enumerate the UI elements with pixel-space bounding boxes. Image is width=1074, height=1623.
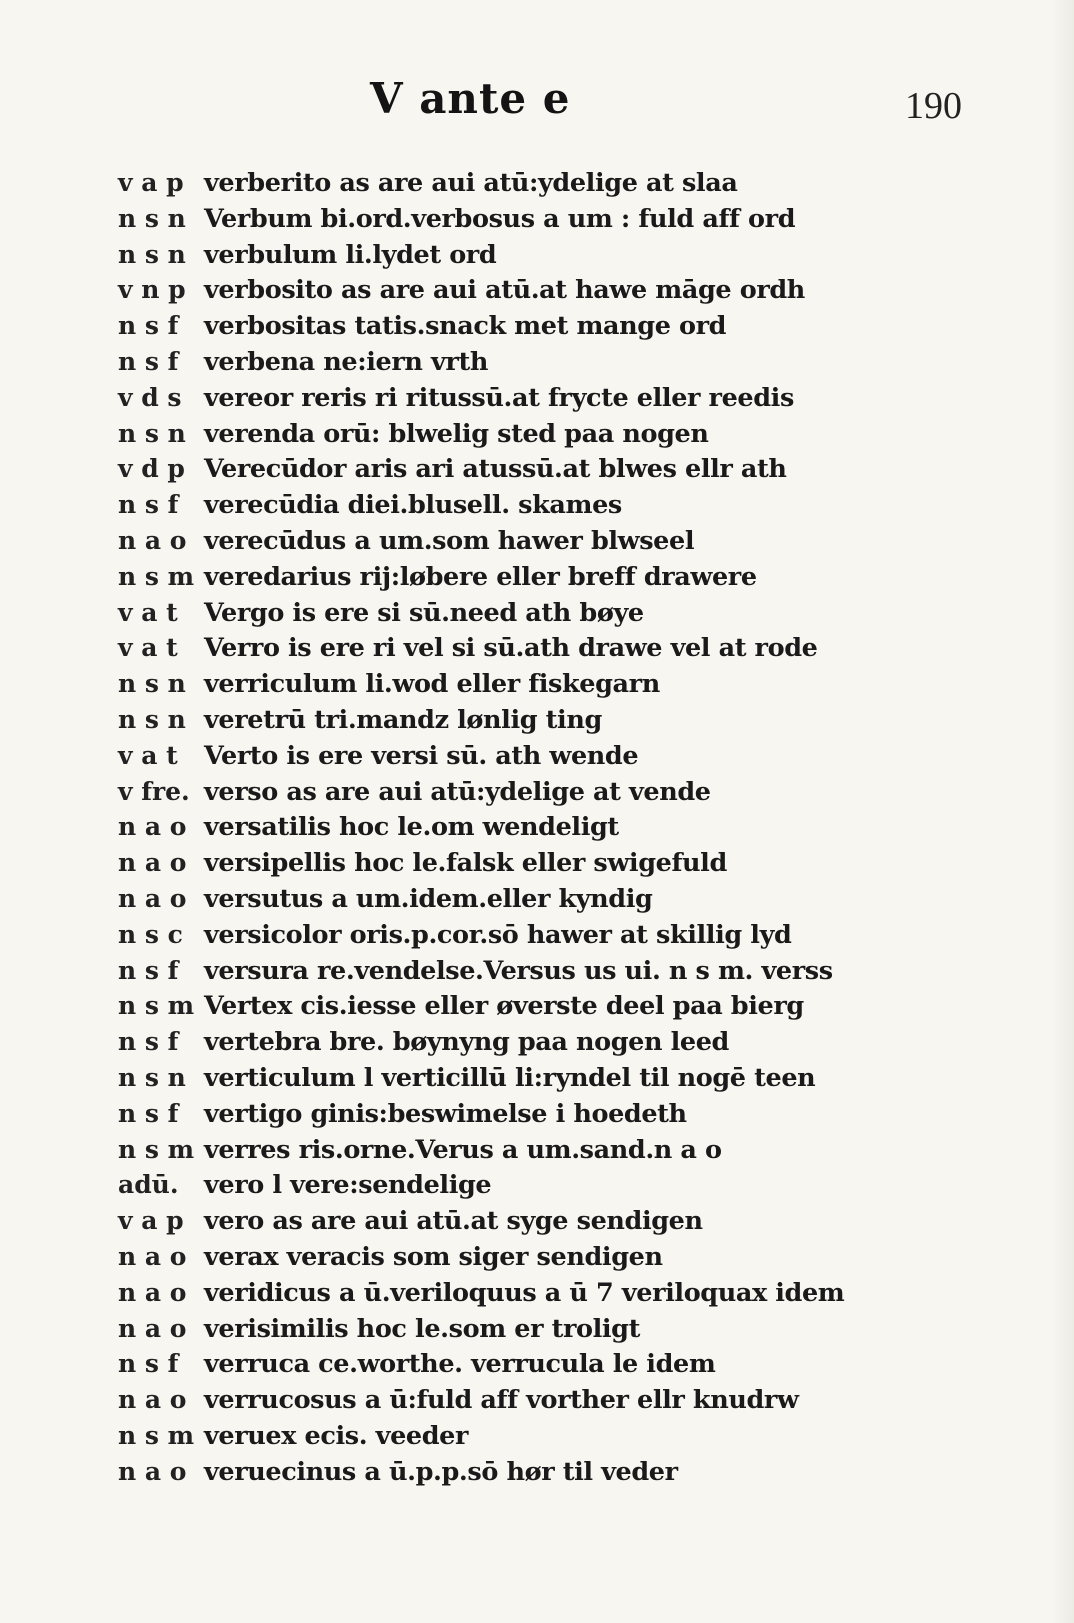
- entry-text: verbositas tatis.snack met mange ord: [204, 311, 727, 342]
- entry-text: vertebra bre. bøynyng paa nogen leed: [204, 1027, 729, 1058]
- grammar-code: n s n: [118, 1062, 186, 1092]
- entry-text: vero l vere:sendelige: [204, 1170, 492, 1201]
- grammar-code: v fre.: [118, 776, 190, 806]
- grammar-code: n a o: [118, 1456, 187, 1486]
- entry-text: verbena ne:iern vrth: [204, 346, 488, 377]
- grammar-code: n s m: [118, 1420, 195, 1450]
- entry-text: versutus a um.idem.eller kyndig: [204, 883, 653, 914]
- dictionary-entry: [118, 272, 898, 308]
- grammar-code: n s m: [118, 1134, 195, 1164]
- dictionary-entry: [118, 380, 898, 416]
- entry-text: verrucosus a ū:fuld aff vorther ellr knudrw: [204, 1385, 799, 1416]
- grammar-code: n s c: [118, 919, 183, 949]
- dictionary-entry: [118, 1382, 898, 1418]
- grammar-code: v d s: [118, 382, 182, 412]
- entry-text: verberito as are aui atū:ydelige at slaa: [204, 168, 738, 198]
- dictionary-entry: [118, 201, 898, 237]
- dictionary-entry: [118, 1096, 898, 1132]
- page-header: [0, 74, 1074, 134]
- entry-text: vero as are aui atū.at syge sendigen: [204, 1206, 703, 1237]
- entry-text: veruex ecis. veeder: [204, 1420, 469, 1451]
- grammar-code: n s m: [118, 561, 195, 591]
- grammar-code: v a t: [118, 740, 178, 770]
- dictionary-entry: [118, 1275, 898, 1311]
- entry-text: verenda orū: blwelig sted paa nogen: [204, 418, 709, 449]
- page-edge-shadow: [1052, 0, 1074, 1623]
- dictionary-entry: [118, 165, 898, 201]
- grammar-code: n a o: [118, 848, 187, 878]
- entry-text: Vertex cis.iesse eller øverste deel paa bierg: [204, 991, 804, 1022]
- grammar-code: n s m: [118, 991, 195, 1021]
- entry-text: verticulum l verticillū li:ryndel til nogē teen: [204, 1062, 816, 1093]
- dictionary-entry: [118, 1060, 898, 1096]
- dictionary-entries: [118, 165, 898, 1489]
- entry-text: verax veracis som siger sendigen: [204, 1241, 663, 1272]
- grammar-code: n a o: [118, 525, 187, 555]
- dictionary-entry: [118, 1454, 898, 1490]
- grammar-code: n s f: [118, 490, 179, 520]
- entry-text: verecūdus a um.som hawer blwseel: [204, 525, 695, 556]
- dictionary-entry: [118, 845, 898, 881]
- entry-text: verecūdia diei.blusell. skames: [204, 490, 622, 521]
- grammar-code: n s n: [118, 203, 186, 233]
- entry-text: Verecūdor aris ari atussū.at blwes ellr ath: [204, 454, 787, 485]
- entry-text: veretrū tri.mandz lønlig ting: [204, 704, 602, 735]
- dictionary-entry: [118, 1346, 898, 1382]
- grammar-code: n a o: [118, 812, 187, 842]
- grammar-code: v a p: [118, 1206, 184, 1236]
- dictionary-entry: [118, 416, 898, 452]
- dictionary-entry: [118, 988, 898, 1024]
- entry-text: verbulum li.lydet ord: [204, 239, 497, 270]
- dictionary-entry: [118, 1024, 898, 1060]
- entry-text: verisimilis hoc le.som er troligt: [204, 1313, 640, 1344]
- dictionary-entry: [118, 809, 898, 845]
- grammar-code: n s f: [118, 1098, 179, 1128]
- dictionary-entry: [118, 451, 898, 487]
- entry-text: Vergo is ere si sū.need ath bøye: [204, 597, 644, 628]
- dictionary-entry: [118, 1239, 898, 1275]
- grammar-code: n s n: [118, 239, 186, 269]
- grammar-code: n s f: [118, 311, 179, 341]
- entry-text: verruca ce.worthe. verrucula le idem: [204, 1349, 716, 1380]
- dictionary-entry: [118, 774, 898, 810]
- page-number: 190: [905, 85, 962, 127]
- running-head: V ante e: [370, 74, 571, 123]
- entry-text: verbosito as are aui atū.at hawe māge ordh: [204, 275, 805, 306]
- entry-text: verriculum li.wod eller fiskegarn: [204, 669, 660, 700]
- dictionary-entry: [118, 1418, 898, 1454]
- grammar-code: adū.: [118, 1170, 179, 1200]
- grammar-code: n s n: [118, 704, 186, 734]
- dictionary-entry: [118, 1311, 898, 1347]
- entry-text: versatilis hoc le.om wendeligt: [204, 812, 619, 843]
- dictionary-entry: [118, 1167, 898, 1203]
- grammar-code: v n p: [118, 275, 186, 305]
- entry-text: versipellis hoc le.falsk eller swigefuld: [204, 848, 727, 879]
- dictionary-entry: [118, 702, 898, 738]
- dictionary-entry: [118, 523, 898, 559]
- entry-text: versicolor oris.p.cor.sō hawer at skillig lyd: [204, 919, 792, 950]
- entry-text: versura re.vendelse.Versus us ui. n s m. verss: [204, 955, 833, 986]
- entry-text: verso as are aui atū:ydelige at vende: [204, 776, 711, 807]
- grammar-code: n a o: [118, 1241, 187, 1271]
- grammar-code: n s f: [118, 1349, 179, 1379]
- dictionary-entry: [118, 1203, 898, 1239]
- dictionary-entry: [118, 666, 898, 702]
- entry-text: vertigo ginis:beswimelse i hoedeth: [204, 1098, 687, 1129]
- entry-text: Verto is ere versi sū. ath wende: [204, 740, 639, 771]
- entry-text: vereor reris ri ritussū.at frycte eller reedis: [204, 382, 794, 413]
- dictionary-entry: [118, 595, 898, 631]
- grammar-code: n s f: [118, 955, 179, 985]
- entry-text: veruecinus a ū.p.p.sō hør til veder: [204, 1456, 678, 1487]
- dictionary-entry: [118, 344, 898, 380]
- entry-text: veridicus a ū.veriloquus a ū 7 veriloquax idem: [204, 1277, 845, 1308]
- grammar-code: v d p: [118, 454, 185, 484]
- entry-text: Verbum bi.ord.verbosus a um : fuld aff ord: [204, 203, 796, 234]
- grammar-code: n s f: [118, 346, 179, 376]
- dictionary-entry: [118, 917, 898, 953]
- grammar-code: n a o: [118, 883, 187, 913]
- dictionary-entry: [118, 237, 898, 273]
- grammar-code: v a p: [118, 168, 184, 197]
- grammar-code: n a o: [118, 1277, 187, 1307]
- entry-text: Verro is ere ri vel si sū.ath drawe vel at rode: [204, 633, 818, 664]
- grammar-code: n s n: [118, 418, 186, 448]
- entry-text: verres ris.orne.Verus a um.sand.n a o: [204, 1134, 722, 1165]
- dictionary-entry: [118, 738, 898, 774]
- grammar-code: n s n: [118, 669, 186, 699]
- grammar-code: v a t: [118, 633, 178, 663]
- grammar-code: v a t: [118, 597, 178, 627]
- dictionary-entry: [118, 630, 898, 666]
- entry-text: veredarius rij:løbere eller breff drawere: [204, 561, 757, 592]
- dictionary-entry: [118, 559, 898, 595]
- dictionary-entry: [118, 953, 898, 989]
- grammar-code: n s f: [118, 1027, 179, 1057]
- grammar-code: n a o: [118, 1313, 187, 1343]
- grammar-code: n a o: [118, 1385, 187, 1415]
- dictionary-entry: [118, 881, 898, 917]
- dictionary-entry: [118, 308, 898, 344]
- dictionary-entry: [118, 1132, 898, 1168]
- dictionary-entry: [118, 487, 898, 523]
